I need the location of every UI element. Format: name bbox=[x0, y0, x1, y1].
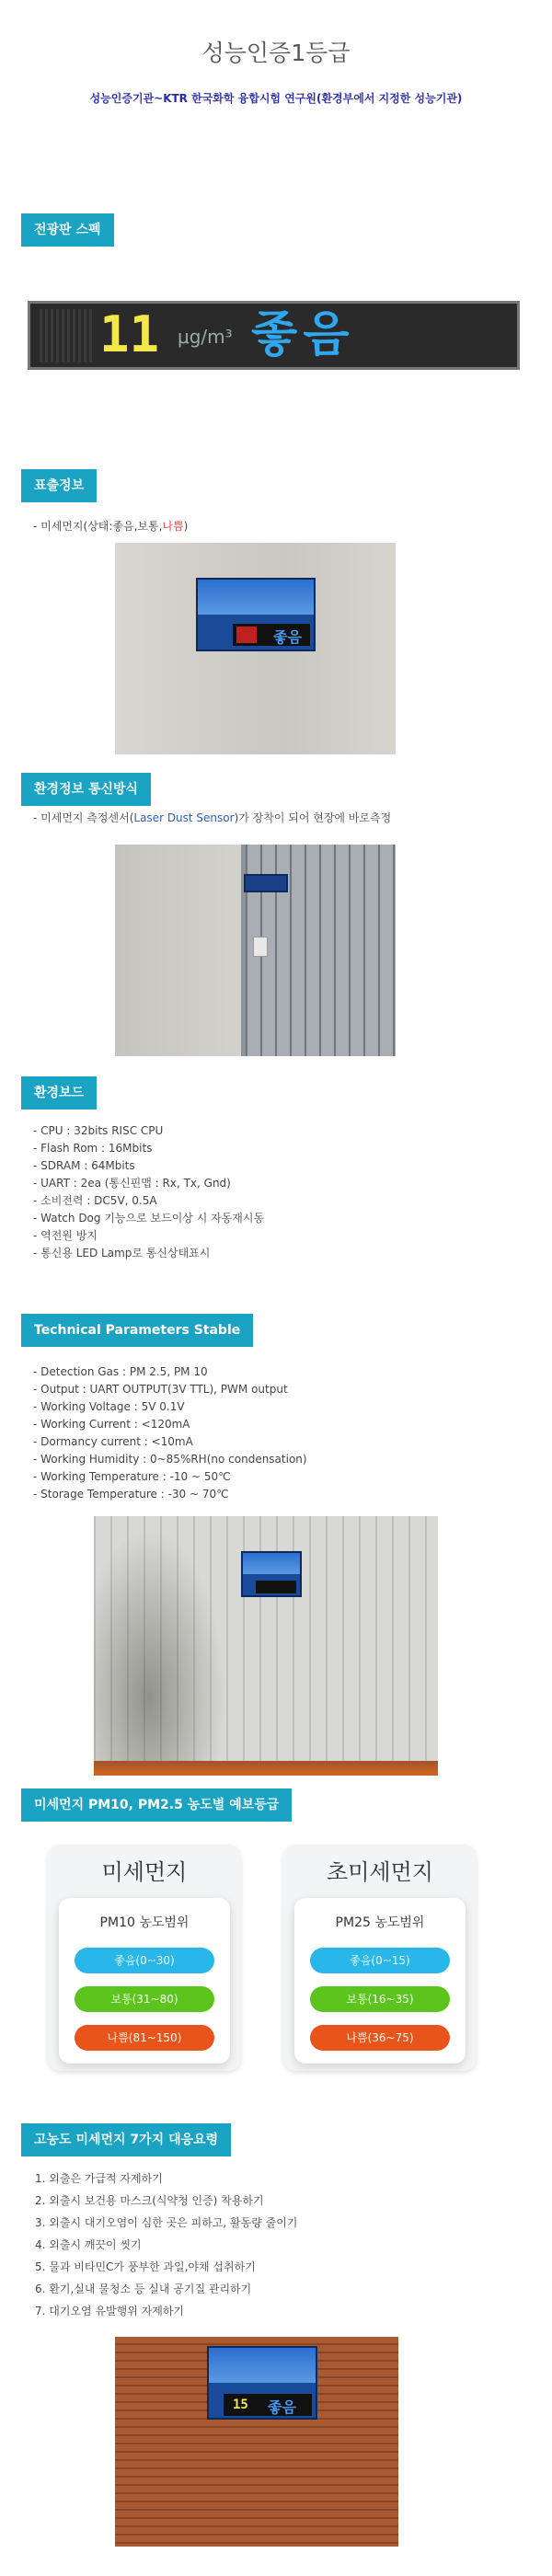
brick-sign-board bbox=[207, 2346, 317, 2420]
list-item: - Storage Temperature : -30 ~ 70℃ bbox=[33, 1488, 229, 1501]
list-item: 2. 외출시 보건용 마스크(식약청 인증) 착용하기 bbox=[35, 2194, 264, 2207]
pm25-bad-badge: 나쁨(36~75) bbox=[310, 2025, 450, 2051]
display-info-text bbox=[33, 518, 188, 535]
tab-response-guide: 고농도 미세먼지 7가지 대응요령 bbox=[21, 2123, 231, 2156]
communication-text bbox=[33, 810, 391, 827]
list-item: - Dormancy current : <10mA bbox=[33, 1435, 193, 1448]
display-info-suffix: ) bbox=[183, 520, 189, 533]
brick-wall-photo bbox=[115, 2337, 398, 2547]
sign-board bbox=[196, 578, 316, 651]
tab-forecast-grades: 미세먼지 PM10, PM2.5 농도별 예보등급 bbox=[21, 1788, 292, 1822]
list-item: - Watch Dog 기능으로 보드이상 시 자동재시동 bbox=[33, 1212, 265, 1225]
pm25-range-title: PM25 농도범위 bbox=[335, 1915, 425, 1930]
sensor-photo bbox=[115, 845, 396, 1056]
sign-display-status: 좋음 bbox=[273, 628, 302, 646]
tab-technical-parameters: Technical Parameters Stable bbox=[21, 1314, 253, 1347]
pm25-good-badge: 좋음(0~15) bbox=[310, 1948, 450, 1973]
led-status: 좋음 bbox=[251, 307, 355, 362]
list-item: - 역전원 방지 bbox=[33, 1229, 98, 1242]
list-item: 6. 환기,실내 물청소 등 실내 공기질 관리하기 bbox=[35, 2283, 252, 2295]
tab-display-info: 표출정보 bbox=[21, 469, 97, 502]
list-item: - Output : UART OUTPUT(3V TTL), PWM output bbox=[33, 1383, 288, 1396]
led-number: 11 bbox=[99, 305, 160, 363]
display-info-prefix: - 미세먼지(상태:좋음,보통, bbox=[33, 520, 163, 533]
page-title: 성능인증1등급 bbox=[201, 40, 351, 66]
display-info-bad: 나쁨 bbox=[162, 520, 184, 533]
led-blank-area bbox=[40, 309, 95, 362]
response-guide-list bbox=[35, 2168, 297, 2322]
list-item: 5. 물과 비타민C가 풍부한 과일,야채 섭취하기 bbox=[35, 2260, 256, 2273]
pm25-card-title: 초미세먼지 bbox=[327, 1859, 433, 1885]
sign-display bbox=[233, 624, 310, 646]
list-item: - 소비전력 : DC5V, 0.5A bbox=[33, 1194, 157, 1207]
brick-sign-number: 15 bbox=[233, 2398, 248, 2412]
list-item: - Working Temperature : -10 ~ 50℃ bbox=[33, 1470, 231, 1483]
pm10-bad-badge: 나쁨(81~150) bbox=[75, 2025, 214, 2051]
list-item: 7. 대기오염 유발행위 자제하기 bbox=[35, 2305, 184, 2317]
wall-sign-photo bbox=[94, 1516, 438, 1776]
pm10-range-title: PM10 농도범위 bbox=[99, 1915, 190, 1930]
pm10-range-card bbox=[59, 1898, 230, 2064]
pm10-card bbox=[48, 1845, 241, 2071]
pm10-card-title: 미세먼지 bbox=[101, 1859, 188, 1885]
tab-led-spec: 전광판 스펙 bbox=[21, 213, 114, 247]
pm10-normal-badge: 보통(31~80) bbox=[75, 1986, 214, 2012]
sensor-box bbox=[253, 937, 268, 957]
comm-suffix: )가 장착이 되어 현장에 바로측정 bbox=[234, 811, 392, 824]
list-item: - Working Current : <120mA bbox=[33, 1418, 190, 1431]
wall-sign-board bbox=[241, 1551, 302, 1597]
brick-sign-display bbox=[224, 2394, 312, 2416]
list-item: - Working Voltage : 5V 0.1V bbox=[33, 1400, 185, 1413]
list-item: 4. 외출시 깨끗이 씻기 bbox=[35, 2238, 142, 2251]
tree-shadow bbox=[94, 1516, 232, 1776]
tab-communication: 환경정보 통신방식 bbox=[21, 773, 151, 806]
technical-parameters-list bbox=[33, 1363, 307, 1503]
env-board-list bbox=[33, 1122, 264, 1262]
comm-sensor: Laser Dust Sensor bbox=[133, 811, 235, 824]
list-item: - UART : 2ea (통신핀맵 : Rx, Tx, Gnd) bbox=[33, 1177, 231, 1190]
list-item: 1. 외출은 가급적 자제하기 bbox=[35, 2172, 163, 2185]
sensor-board bbox=[244, 874, 288, 892]
list-item: - 통신용 LED Lamp로 통신상태표시 bbox=[33, 1247, 211, 1259]
comm-prefix: - 미세먼지 측정센서( bbox=[33, 811, 134, 824]
list-item: - Working Humidity : 0~85%RH(no condensation) bbox=[33, 1453, 307, 1466]
list-item: 3. 외출시 대기오염이 심한 곳은 피하고, 활동량 줄이기 bbox=[35, 2216, 298, 2229]
flower-bed bbox=[94, 1761, 438, 1776]
pm25-normal-badge: 보통(16~35) bbox=[310, 1986, 450, 2012]
list-item: - Flash Rom : 16Mbits bbox=[33, 1142, 153, 1155]
list-item: - SDRAM : 64Mbits bbox=[33, 1159, 135, 1172]
sign-photo-1 bbox=[115, 543, 396, 754]
list-item: - Detection Gas : PM 2.5, PM 10 bbox=[33, 1365, 208, 1378]
tab-env-board: 환경보드 bbox=[21, 1076, 97, 1110]
led-unit: μg/m³ bbox=[178, 326, 233, 348]
pm25-card bbox=[283, 1845, 477, 2071]
led-display-image bbox=[28, 301, 520, 370]
pm25-range-card bbox=[294, 1898, 466, 2064]
pm10-good-badge: 좋음(0~30) bbox=[75, 1948, 214, 1973]
list-item: - CPU : 32bits RISC CPU bbox=[33, 1124, 164, 1137]
page-subtitle: 성능인증기관~KTR 한국화학 융합시험 연구원(환경부에서 지정한 성능기관) bbox=[89, 92, 463, 105]
brick-sign-status: 좋음 bbox=[268, 2398, 296, 2416]
